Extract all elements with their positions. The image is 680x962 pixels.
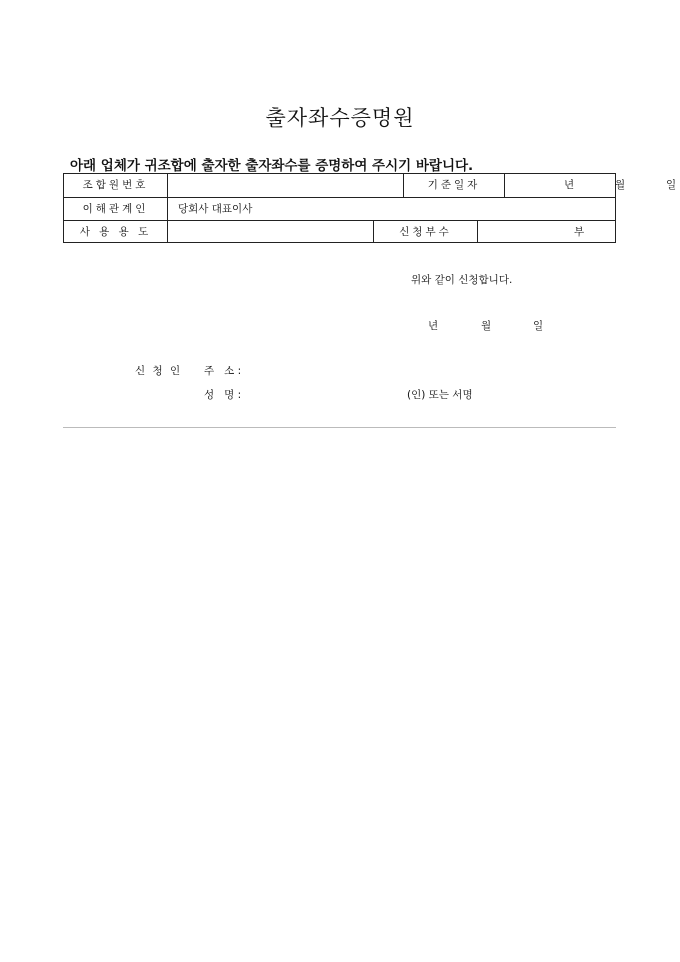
usage-value[interactable]: [168, 221, 373, 243]
member-number-label: 조합원번호: [82, 179, 149, 191]
request-statement: 위와 같이 신청합니다.: [411, 274, 513, 286]
usage-label: 사 용 용 도: [79, 226, 152, 238]
base-date-year: 년: [564, 179, 575, 191]
interested-party-label: 이해관계인: [82, 203, 149, 215]
applicant-address-label: 주 소 :: [204, 365, 242, 377]
applicant-name-label: 성 명 :: [204, 389, 242, 401]
base-date-month: 월: [615, 179, 626, 191]
intro-text: 아래 업체가 귀조합에 출자한 출자좌수를 증명하여 주시기 바랍니다.: [70, 158, 474, 174]
signature-date-month: 월: [481, 320, 492, 332]
bottom-divider: [63, 427, 616, 428]
application-table: [63, 173, 677, 243]
table-row-member-number: [64, 174, 677, 197]
table-row-usage: [64, 220, 615, 243]
signature-date-year: 년: [428, 320, 439, 332]
copies-unit: 부: [574, 226, 585, 238]
document-title: 출자좌수증명원: [265, 106, 415, 130]
base-date-label: 기준일자: [427, 179, 481, 191]
seal-or-signature: (인) 또는 서명: [407, 389, 473, 401]
copies-value[interactable]: [478, 221, 615, 243]
table-row-interested-party: [64, 197, 615, 221]
copies-label: 신청부수: [399, 226, 452, 238]
interested-party-value[interactable]: 당회사 대표이사: [178, 203, 253, 215]
applicant-label: 신 청 인: [135, 365, 183, 377]
signature-date-day: 일: [533, 320, 544, 332]
member-number-value[interactable]: [168, 174, 403, 197]
base-date-day: 일: [666, 179, 677, 191]
